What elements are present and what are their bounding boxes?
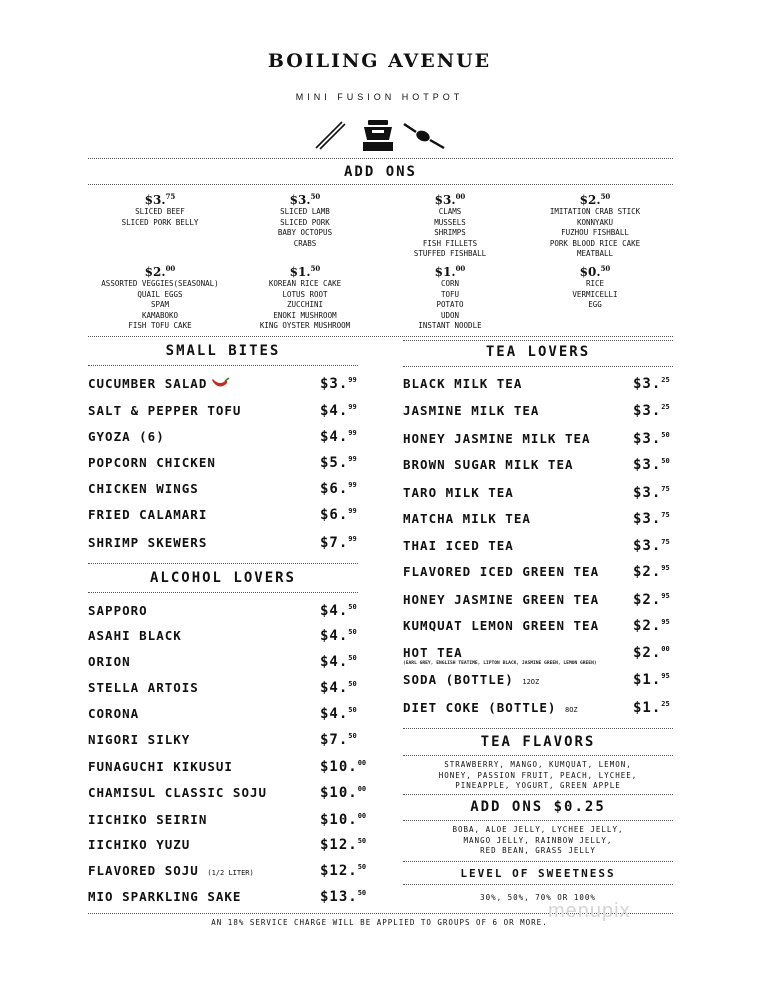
- addon-group: [230, 262, 380, 332]
- item-price: [320, 785, 366, 801]
- item-name: [88, 455, 216, 470]
- menu-item: [88, 481, 378, 501]
- menu-item: [403, 538, 693, 558]
- menu-item: [88, 837, 378, 857]
- item-name-text: CORONA: [88, 706, 140, 721]
- item-name-text: FLAVORED SOJU: [88, 863, 199, 878]
- ladle-icon: [404, 124, 444, 148]
- menu-item: [403, 511, 693, 531]
- addon-price-cents: 00: [165, 264, 176, 273]
- addon-price: [85, 262, 235, 279]
- item-price: [320, 732, 357, 748]
- item-price-main: $4.: [320, 680, 349, 696]
- menu-item: [88, 603, 378, 623]
- item-price-cents: 50: [661, 431, 670, 439]
- item-name: [403, 700, 578, 715]
- item-price: [320, 837, 366, 853]
- item-price-main: $4.: [320, 403, 349, 419]
- item-price-cents: 50: [661, 457, 670, 465]
- addon-price-main: $3.: [144, 193, 166, 207]
- item-price-main: $4.: [320, 706, 349, 722]
- item-name-text: FLAVORED ICED GREEN TEA: [403, 564, 600, 579]
- hotpot-icon: [363, 120, 393, 151]
- addon-items: ASSORTED VEGGIES(SEASONAL) QUAIL EGGS SPAM KAMABOKO FISH TOFU CAKE: [101, 279, 219, 330]
- item-name-text: TARO MILK TEA: [403, 485, 514, 500]
- item-price-main: $2.: [633, 618, 662, 634]
- menu-item: [403, 700, 693, 720]
- item-price: [633, 700, 670, 716]
- item-note: (1/2 LITER): [207, 869, 254, 877]
- item-name-text: FUNAGUCHI KIKUSUI: [88, 759, 233, 774]
- item-name: [88, 603, 148, 618]
- menu-item: [88, 759, 378, 779]
- item-price-cents: 95: [661, 564, 670, 572]
- addon-price: [230, 262, 380, 279]
- item-name: [403, 672, 539, 687]
- item-price: [320, 376, 357, 392]
- item-name: [403, 564, 599, 579]
- menu-item: [88, 628, 378, 648]
- menu-item: [403, 672, 693, 692]
- divider: [88, 158, 673, 159]
- tea-addons-heading: ADD ONS $0.25: [470, 799, 606, 815]
- menu-item: [88, 680, 378, 700]
- addon-price-cents: 00: [455, 192, 466, 201]
- menu-item: [403, 457, 693, 477]
- item-price-main: $10.: [320, 812, 358, 828]
- item-price-cents: 50: [348, 628, 357, 636]
- item-price-main: $5.: [320, 455, 349, 471]
- item-price-cents: 00: [357, 759, 367, 767]
- item-price: [320, 628, 357, 644]
- tea-addons-text: BOBA, ALOE JELLY, LYCHEE JELLY, MANGO JELLY, RAINBOW JELLY, RED BEAN, GRASS JELLY: [452, 825, 624, 855]
- item-name-text: CHAMISUL CLASSIC SOJU: [88, 785, 268, 800]
- tea-heading: TEA LOVERS: [485, 344, 591, 360]
- menu-item: [403, 485, 693, 505]
- divider: [88, 563, 358, 564]
- item-price-main: $10.: [320, 785, 358, 801]
- item-price-main: $3.: [633, 538, 662, 554]
- item-price-main: $12.: [320, 837, 358, 853]
- addon-price: [375, 190, 525, 207]
- chili-pepper-icon: [207, 376, 230, 391]
- item-name: [403, 431, 591, 446]
- item-price: [633, 592, 670, 608]
- item-price: [320, 403, 357, 419]
- menu-item: [88, 507, 378, 527]
- item-name-text: NIGORI SILKY: [88, 732, 191, 747]
- item-name-text: THAI ICED TEA: [403, 538, 514, 553]
- item-price: [633, 538, 670, 554]
- item-price-main: $10.: [320, 759, 358, 775]
- divider: [403, 340, 673, 341]
- addon-items: SLICED BEEF SLICED PORK BELLY: [121, 207, 199, 227]
- item-name-text: DIET COKE (BOTTLE): [403, 700, 557, 715]
- addon-price: [520, 262, 670, 279]
- addon-items: SLICED LAMB SLICED PORK BABY OCTOPUS CRABS: [277, 207, 333, 248]
- item-price-main: $3.: [633, 431, 662, 447]
- sweetness-text: 30%, 50%, 70% OR 100%: [480, 893, 596, 902]
- item-price-cents: 50: [357, 889, 367, 897]
- item-name: [88, 481, 199, 496]
- divider: [403, 820, 673, 821]
- item-price-cents: 50: [348, 732, 357, 740]
- addon-group: [230, 190, 380, 249]
- item-name-text: IICHIKO SEIRIN: [88, 812, 208, 827]
- item-name-text: POPCORN CHICKEN: [88, 455, 216, 470]
- divider: [403, 861, 673, 862]
- watermark: menupix: [548, 900, 631, 922]
- item-price: [320, 455, 357, 471]
- addon-group: [520, 190, 670, 260]
- item-price: [320, 863, 366, 879]
- addon-group: [520, 262, 670, 311]
- item-name-text: SALT & PEPPER TOFU: [88, 403, 242, 418]
- addon-price: [520, 190, 670, 207]
- tea-flavors-text: STRAWBERRY, MANGO, KUMQUAT, LEMON, HONEY, PASSION FRUIT, PEACH, LYCHEE, PINEAPPLE, YOGURT, GREEN APPLE: [438, 760, 638, 790]
- item-price: [320, 889, 366, 905]
- item-price-cents: 00: [357, 812, 367, 820]
- item-price-main: $1.: [633, 700, 662, 716]
- small-bites-heading: SMALL BITES: [165, 343, 281, 359]
- item-name-text: ORION: [88, 654, 131, 669]
- addon-group: [85, 262, 235, 332]
- item-price-cents: 50: [348, 603, 357, 611]
- addon-price-cents: 75: [165, 192, 176, 201]
- item-price-cents: 75: [661, 485, 670, 493]
- addon-price-cents: 50: [600, 264, 611, 273]
- item-price-main: $3.: [633, 485, 662, 501]
- item-price-main: $2.: [633, 645, 662, 661]
- item-price-main: $13.: [320, 889, 358, 905]
- restaurant-title: BOILING AVENUE: [267, 50, 492, 72]
- addon-items: IMITATION CRAB STICK KONNYAKU FUZHOU FISHBALL PORK BLOOD RICE CAKE MEATBALL: [549, 207, 641, 258]
- item-price: [633, 672, 670, 688]
- menu-item: [88, 535, 378, 555]
- menu-item: [88, 812, 378, 832]
- item-price-main: $6.: [320, 507, 349, 523]
- item-price-main: $7.: [320, 535, 349, 551]
- item-name-text: MIO SPARKLING SAKE: [88, 889, 242, 904]
- item-price-main: $1.: [633, 672, 662, 688]
- item-name: [88, 706, 139, 721]
- item-price-cents: 99: [348, 376, 357, 384]
- item-name-text: ASAHI BLACK: [88, 628, 182, 643]
- item-price: [320, 481, 357, 497]
- item-name: [403, 376, 522, 391]
- divider: [88, 336, 673, 337]
- item-price-cents: 75: [661, 538, 670, 546]
- item-price-main: $3.: [633, 457, 662, 473]
- divider: [88, 184, 673, 185]
- item-price-main: $4.: [320, 628, 349, 644]
- item-name: [88, 628, 182, 643]
- menu-item: [88, 376, 378, 396]
- item-name-text: CUCUMBER SALAD: [88, 376, 208, 391]
- item-price-main: $3.: [633, 376, 662, 392]
- item-price: [633, 645, 670, 661]
- menu-item: [403, 431, 693, 451]
- addon-items: CLAMS MUSSELS SHRIMPS FISH FILLETS STUFFED FISHBALL: [413, 207, 487, 258]
- item-name: [88, 429, 165, 444]
- chopsticks-icon: [316, 122, 345, 149]
- divider: [403, 884, 673, 885]
- item-price: [633, 564, 670, 580]
- item-price: [320, 603, 357, 619]
- item-subnote: (EARL GREY, ENGLISH TEATIME, LIPTON BLACK, JASMINE GREEN, LEMON GREEN): [403, 661, 597, 666]
- item-name-text: JASMINE MILK TEA: [403, 403, 540, 418]
- item-price-cents: 95: [661, 672, 670, 680]
- menu-item: [88, 889, 378, 909]
- item-price-cents: 25: [661, 403, 670, 411]
- item-price-cents: 99: [348, 455, 357, 463]
- item-price-cents: 95: [661, 618, 670, 626]
- restaurant-subtitle: MINI FUSION HOTPOT: [295, 92, 464, 102]
- item-price: [320, 706, 357, 722]
- item-price-cents: 99: [348, 507, 357, 515]
- item-name: [88, 785, 267, 800]
- item-price-cents: 50: [348, 654, 357, 662]
- menu-item: [403, 592, 693, 612]
- item-price-cents: 50: [348, 706, 357, 714]
- item-price: [320, 812, 366, 828]
- alcohol-heading: ALCOHOL LOVERS: [149, 570, 296, 586]
- item-name: [403, 592, 599, 607]
- item-name: [88, 403, 241, 418]
- item-price-main: $3.: [633, 511, 662, 527]
- item-price: [633, 511, 670, 527]
- item-name-text: GYOZA (6): [88, 429, 165, 444]
- menu-item: [88, 403, 378, 423]
- addon-price-main: $1.: [289, 265, 311, 279]
- item-name: [88, 889, 241, 904]
- item-note: 8OZ: [565, 706, 578, 714]
- item-name: [88, 535, 207, 550]
- menu-item: [88, 654, 378, 674]
- item-price-cents: 00: [357, 785, 367, 793]
- item-price: [320, 507, 357, 523]
- menu-item: [88, 429, 378, 449]
- addon-price: [230, 190, 380, 207]
- item-name: [403, 618, 599, 633]
- addon-price-cents: 50: [310, 192, 321, 201]
- item-price-cents: 99: [348, 535, 357, 543]
- menu-item: [88, 706, 378, 726]
- menu-item: [88, 455, 378, 475]
- item-price: [633, 431, 670, 447]
- item-price-cents: 50: [348, 680, 357, 688]
- item-name-text: SAPPORO: [88, 603, 148, 618]
- item-price: [320, 680, 357, 696]
- divider: [403, 366, 673, 367]
- header-icons: [312, 118, 452, 152]
- item-price-cents: 25: [661, 700, 670, 708]
- item-price-cents: 99: [348, 481, 357, 489]
- item-price-cents: 95: [661, 592, 670, 600]
- item-price-main: $4.: [320, 654, 349, 670]
- addon-price-cents: 00: [455, 264, 466, 273]
- item-name: [88, 812, 207, 827]
- item-price: [320, 535, 357, 551]
- addon-price: [85, 190, 235, 207]
- item-note: 12OZ: [522, 678, 540, 686]
- item-price-main: $3.: [320, 376, 349, 392]
- divider: [403, 794, 673, 795]
- item-name-text: HONEY JASMINE GREEN TEA: [403, 592, 600, 607]
- item-name: [88, 837, 190, 852]
- item-price-cents: 25: [661, 376, 670, 384]
- item-price: [633, 618, 670, 634]
- item-price-main: $7.: [320, 732, 349, 748]
- item-name: [88, 863, 254, 878]
- addons-heading: ADD ONS: [343, 164, 417, 180]
- item-name-text: SHRIMP SKEWERS: [88, 535, 208, 550]
- menu-item: [403, 645, 693, 665]
- item-name: [88, 680, 199, 695]
- item-name: [88, 732, 190, 747]
- item-price-cents: 75: [661, 511, 670, 519]
- item-name-text: KUMQUAT LEMON GREEN TEA: [403, 618, 600, 633]
- item-price-cents: 50: [357, 863, 367, 871]
- addon-group: [375, 190, 525, 260]
- item-name-text: BLACK MILK TEA: [403, 376, 523, 391]
- addon-items: RICE VERMICELLI EGG: [572, 279, 618, 309]
- item-name: [88, 654, 131, 669]
- addon-price-main: $3.: [289, 193, 311, 207]
- addon-price-main: $2.: [579, 193, 601, 207]
- addon-items: CORN TOFU POTATO UDON INSTANT NOODLE: [418, 279, 482, 330]
- item-name-text: SODA (BOTTLE): [403, 672, 514, 687]
- item-price: [320, 759, 366, 775]
- addon-group: [85, 190, 235, 228]
- item-name: [88, 376, 230, 391]
- item-price-main: $4.: [320, 603, 349, 619]
- item-price-main: $3.: [633, 403, 662, 419]
- item-name-text: FRIED CALAMARI: [88, 507, 208, 522]
- menu-item: [88, 785, 378, 805]
- item-price-main: $12.: [320, 863, 358, 879]
- addon-price-main: $2.: [144, 265, 166, 279]
- item-price-main: $2.: [633, 564, 662, 580]
- item-name: [88, 759, 233, 774]
- divider: [88, 592, 358, 593]
- item-price: [633, 457, 670, 473]
- item-price-cents: 99: [348, 403, 357, 411]
- addon-price-main: $0.: [579, 265, 601, 279]
- menu-item: [403, 376, 693, 396]
- item-name-text: IICHIKO YUZU: [88, 837, 191, 852]
- divider: [88, 365, 358, 366]
- item-name: [403, 511, 531, 526]
- item-price-main: $2.: [633, 592, 662, 608]
- item-name-text: BROWN SUGAR MILK TEA: [403, 457, 574, 472]
- tea-flavors-heading: TEA FLAVORS: [480, 734, 596, 750]
- item-name-text: HOT TEA: [403, 645, 463, 660]
- item-name: [403, 403, 539, 418]
- item-name: [88, 507, 207, 522]
- item-price-cents: 00: [661, 645, 670, 653]
- item-price: [320, 429, 357, 445]
- item-name: [403, 645, 463, 660]
- item-price-cents: 99: [348, 429, 357, 437]
- addon-price: [375, 262, 525, 279]
- menu-item: [403, 564, 693, 584]
- addon-price-main: $3.: [434, 193, 456, 207]
- addon-group: [375, 262, 525, 332]
- item-price-cents: 50: [357, 837, 367, 845]
- sweetness-heading: LEVEL OF SWEETNESS: [460, 867, 616, 880]
- menu-item: [88, 863, 378, 883]
- addon-price-cents: 50: [600, 192, 611, 201]
- item-price: [320, 654, 357, 670]
- item-name-text: STELLA ARTOIS: [88, 680, 199, 695]
- divider: [403, 755, 673, 756]
- item-price-main: $4.: [320, 429, 349, 445]
- item-name: [403, 457, 574, 472]
- menu-item: [88, 732, 378, 752]
- divider: [403, 728, 673, 729]
- item-name: [403, 538, 514, 553]
- addon-price-main: $1.: [434, 265, 456, 279]
- item-price-main: $6.: [320, 481, 349, 497]
- item-name: [403, 485, 514, 500]
- item-name-text: MATCHA MILK TEA: [403, 511, 531, 526]
- item-price: [633, 485, 670, 501]
- addon-price-cents: 50: [310, 264, 321, 273]
- item-price: [633, 403, 670, 419]
- item-name-text: HONEY JASMINE MILK TEA: [403, 431, 591, 446]
- menu-item: [403, 618, 693, 638]
- item-name-text: CHICKEN WINGS: [88, 481, 199, 496]
- menu-item: [403, 403, 693, 423]
- item-price: [633, 376, 670, 392]
- service-charge-note: AN 18% SERVICE CHARGE WILL BE APPLIED TO GROUPS OF 6 OR MORE.: [211, 918, 548, 927]
- addon-items: KOREAN RICE CAKE LOTUS ROOT ZUCCHINI ENOKI MUSHROOM KING OYSTER MUSHROOM: [259, 279, 351, 330]
